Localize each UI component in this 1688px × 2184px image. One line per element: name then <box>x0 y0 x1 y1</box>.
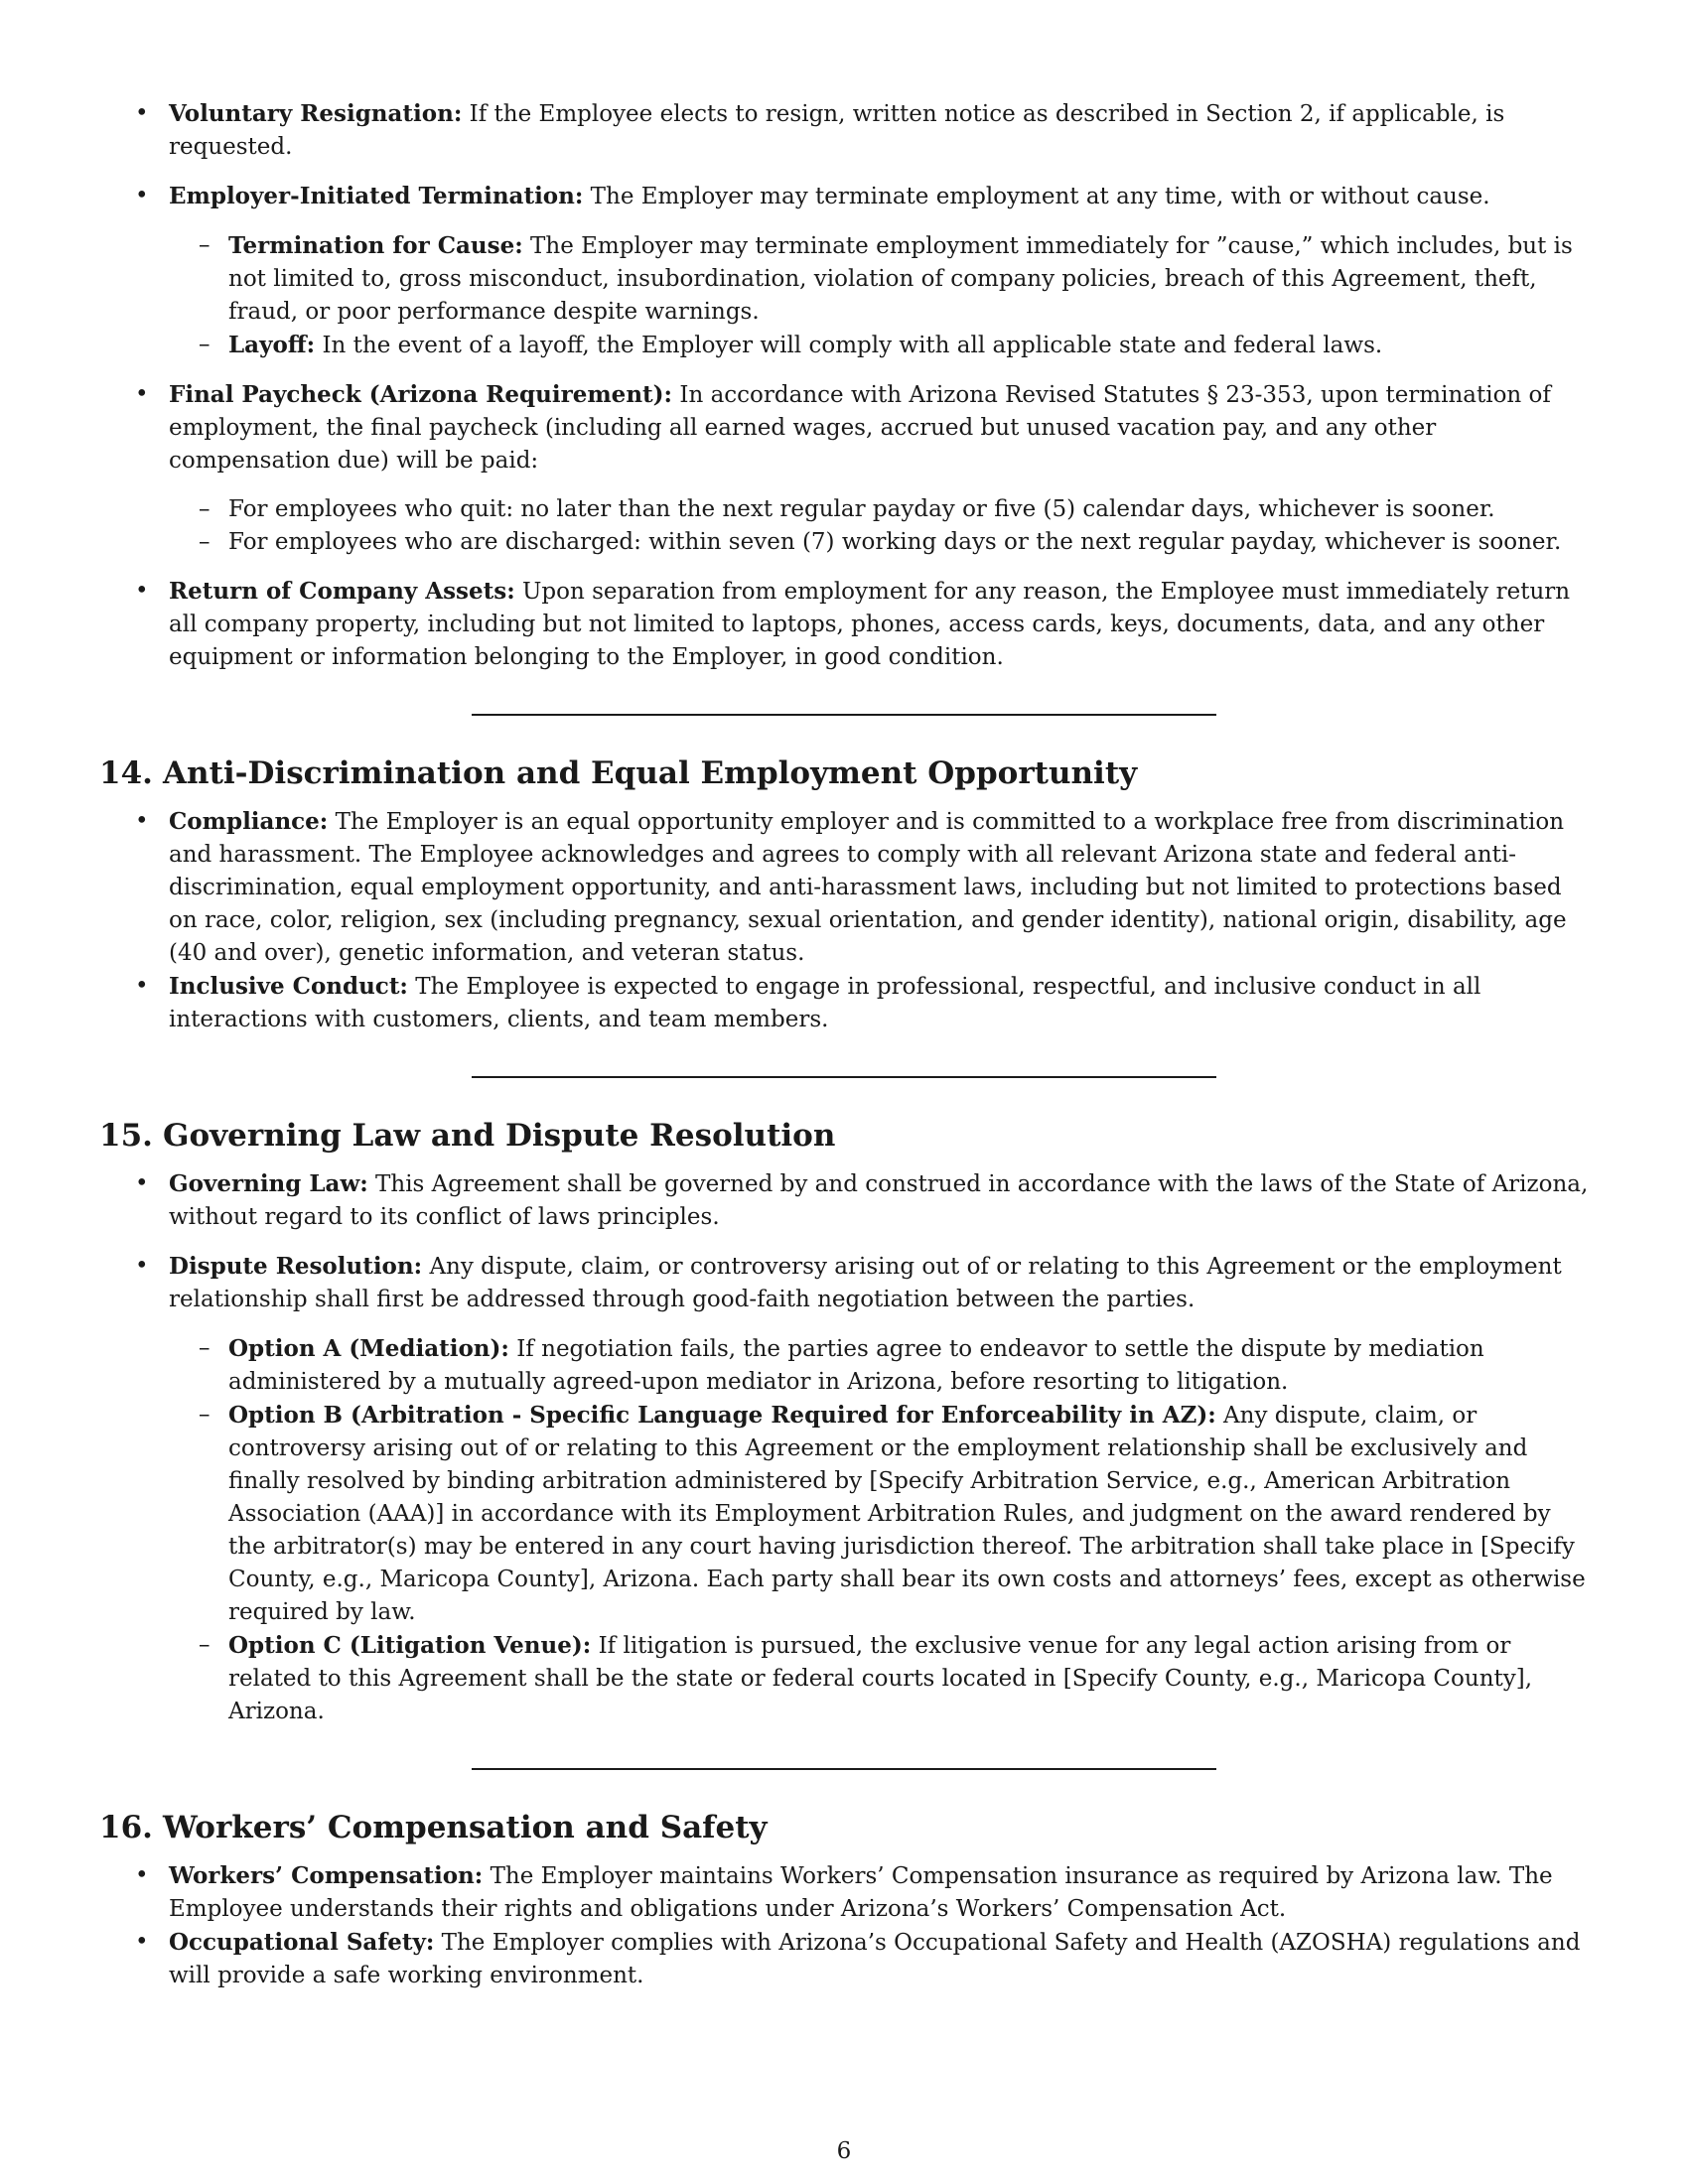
section-title: Workers’ Compensation and Safety <box>163 1810 768 1845</box>
item-text: This Agreement shall be governed by and construed in accordance with the laws of the State of Arizona, without regard to its conflict of laws principles. <box>169 1171 1589 1230</box>
item-label: Option B (Arbitration - Specific Language Required for Enforceability in AZ): <box>228 1402 1216 1429</box>
sub-list-item <box>169 1332 1593 1399</box>
item-text: The Employer may terminate employment at any time, with or without cause. <box>590 184 1490 209</box>
list-item <box>99 1167 1593 1234</box>
section-heading-14 <box>99 753 1593 793</box>
termination-list <box>99 97 1593 674</box>
section-number: 14. <box>99 755 153 791</box>
list-item <box>99 1250 1593 1728</box>
section-heading-16 <box>99 1808 1593 1847</box>
item-text: The Employer is an equal opportunity employer and is committed to a workplace free from discrimination and harassment. The Employee acknowledges and agrees to comply with all relevant Arizona state and federal anti-discrimination, equal employment opportunity, and anti-harassment laws, including but not limited to protections based on race, color, religion, sex (including pregnancy, sexual orientation, and gender identity), national origin, disability, age (40 and over), genetic information, and veteran status. <box>169 809 1567 966</box>
page-number: 6 <box>836 2138 852 2164</box>
sub-list <box>169 229 1593 362</box>
section-divider <box>472 714 1216 716</box>
item-text: The Employer maintains Workers’ Compensation insurance as required by Arizona law. The Employee understands their rights and obligations under Arizona’s Workers’ Compensation Act. <box>169 1863 1553 1922</box>
item-label: Option A (Mediation): <box>228 1335 509 1362</box>
page-content <box>99 97 1593 1992</box>
sub-list-item <box>169 493 1593 526</box>
item-text: If litigation is pursued, the exclusive venue for any legal action arising from or related to this Agreement shall be the state or federal courts located in [Specify County, e.g., Maricopa County], Arizona. <box>228 1633 1533 1724</box>
item-text: If negotiation fails, the parties agree to endeavor to settle the dispute by mediation administered by a mutually agreed-upon mediator in Arizona, before resorting to litigation. <box>228 1336 1484 1395</box>
section-15-list <box>99 1167 1593 1728</box>
sub-list-item <box>169 329 1593 362</box>
item-label: Governing Law: <box>169 1170 368 1197</box>
sub-list-item <box>169 1399 1593 1629</box>
item-label: Dispute Resolution: <box>169 1253 423 1280</box>
item-text: Any dispute, claim, or controversy arising out of or relating to this Agreement or the employment relationship shall first be addressed through good-faith negotiation between the parties. <box>169 1254 1562 1312</box>
item-label: Layoff: <box>228 332 316 358</box>
item-label: Inclusive Conduct: <box>169 973 408 1000</box>
section-divider <box>472 1076 1216 1078</box>
item-text: For employees who quit: no later than the next regular payday or five (5) calendar days, whichever is sooner. <box>228 496 1495 522</box>
list-item <box>99 378 1593 559</box>
item-label: Occupational Safety: <box>169 1929 435 1956</box>
sub-list-item <box>169 526 1593 559</box>
item-label: Termination for Cause: <box>228 232 523 259</box>
item-label: Employer-Initiated Termination: <box>169 183 584 209</box>
sub-list <box>169 493 1593 559</box>
section-title: Anti-Discrimination and Equal Employment Opportunity <box>163 755 1138 791</box>
list-item <box>99 575 1593 674</box>
item-text: Any dispute, claim, or controversy arising out of or relating to this Agreement or the employment relationship shall be exclusively and finally resolved by binding arbitration administered by [Specify Arbitration Service, e.g., American Arbitration Association (AAA)] in accordance with its Employment Arbitration Rules, and judgment on the award rendered by the arbitrator(s) may be entered in any court having jurisdiction thereof. The arbitration shall take place in [Specify County, e.g., Maricopa County], Arizona. Each party shall bear its own costs and attorneys’ fees, except as otherwise required by law. <box>228 1403 1586 1625</box>
item-text: For employees who are discharged: within seven (7) working days or the next regular payday, whichever is sooner. <box>228 529 1562 555</box>
list-item <box>99 1926 1593 1992</box>
section-number: 15. <box>99 1118 153 1154</box>
item-label: Voluntary Resignation: <box>169 100 463 127</box>
item-label: Final Paycheck (Arizona Requirement): <box>169 381 673 408</box>
sub-list-item <box>169 229 1593 329</box>
section-16-list <box>99 1859 1593 1992</box>
list-item <box>99 970 1593 1036</box>
item-label: Compliance: <box>169 808 329 835</box>
section-heading-15 <box>99 1116 1593 1156</box>
item-text: The Employer may terminate employment immediately for ”cause,” which includes, but is not limited to, gross misconduct, insubordination, violation of company policies, breach of this Agreement, theft, fraud, or poor performance despite warnings. <box>228 233 1573 325</box>
section-14-list <box>99 805 1593 1036</box>
list-item <box>99 1859 1593 1926</box>
sub-list <box>169 1332 1593 1728</box>
item-label: Workers’ Compensation: <box>169 1862 484 1889</box>
item-text: If the Employee elects to resign, written notice as described in Section 2, if applicable, is requested. <box>169 101 1505 160</box>
item-text: The Employee is expected to engage in professional, respectful, and inclusive conduct in all interactions with customers, clients, and team members. <box>169 974 1481 1032</box>
list-item <box>99 805 1593 970</box>
section-title: Governing Law and Dispute Resolution <box>163 1118 836 1154</box>
item-text: In the event of a layoff, the Employer will comply with all applicable state and federal laws. <box>322 333 1383 358</box>
sub-list-item <box>169 1629 1593 1728</box>
list-item <box>99 97 1593 164</box>
section-divider <box>472 1768 1216 1770</box>
item-text: In accordance with Arizona Revised Statutes § 23-353, upon termination of employment, the final paycheck (including all earned wages, accrued but unused vacation pay, and any other compensation due) will be paid: <box>169 382 1551 474</box>
item-label: Return of Company Assets: <box>169 578 515 605</box>
section-number: 16. <box>99 1810 153 1845</box>
item-label: Option C (Litigation Venue): <box>228 1632 592 1659</box>
list-item <box>99 180 1593 362</box>
item-text: The Employer complies with Arizona’s Occupational Safety and Health (AZOSHA) regulations and will provide a safe working environment. <box>169 1930 1581 1988</box>
item-text: Upon separation from employment for any reason, the Employee must immediately return all company property, including but not limited to laptops, phones, access cards, keys, documents, data, and any other equipment or information belonging to the Employer, in good condition. <box>169 579 1571 670</box>
